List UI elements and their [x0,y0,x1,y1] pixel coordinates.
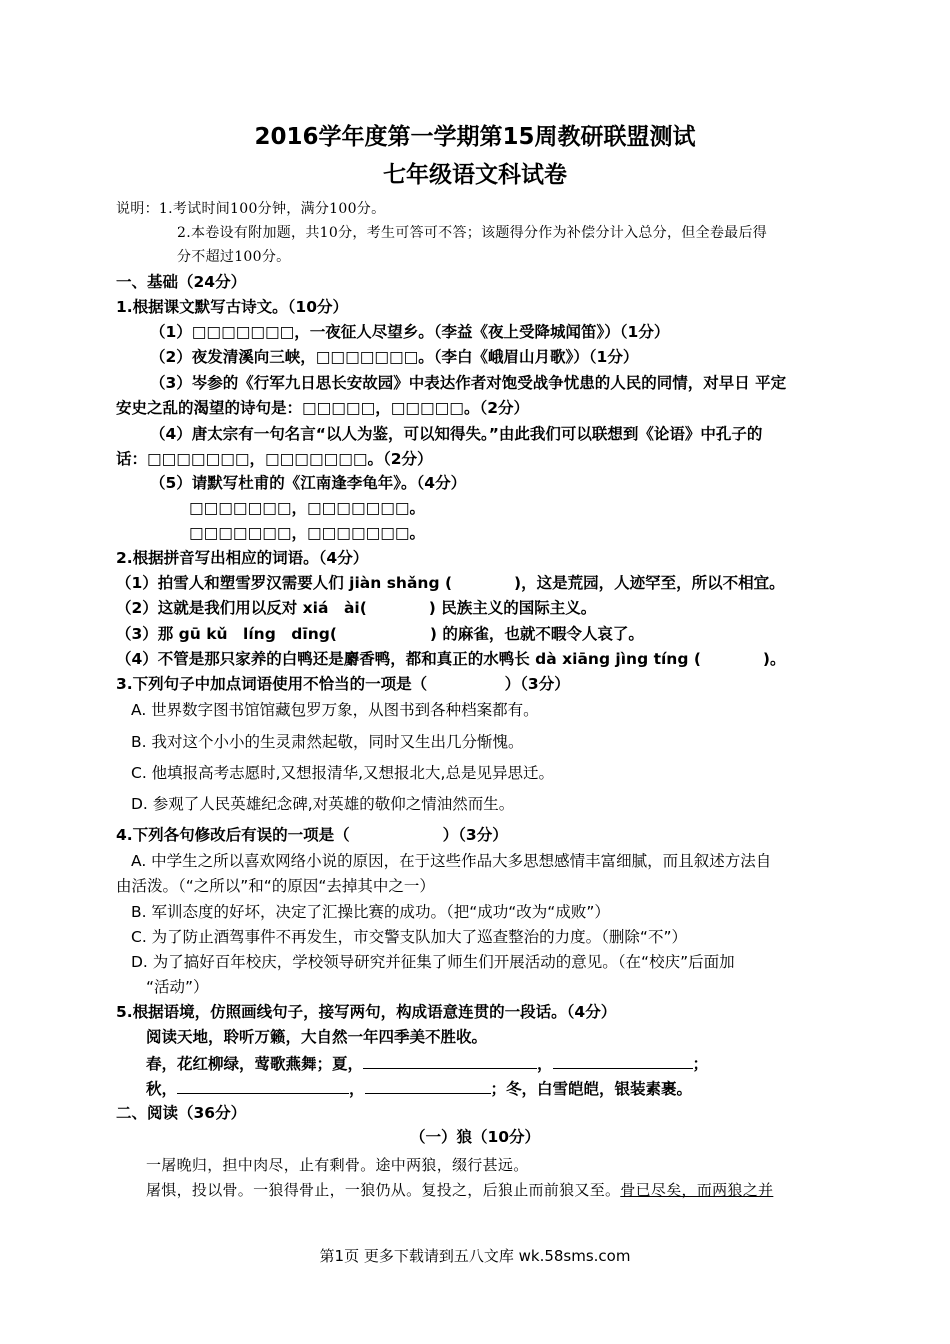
q1-item-2: （2）夜发清溪向三峡，□□□□□□□。（李白《峨眉山月歌》）（1分） [150,348,639,366]
q5-autumn-blank-1[interactable] [177,1079,349,1094]
q5-spring-text: 春，花红柳绿，莺歌燕舞；夏， [146,1055,364,1073]
passage-line-1: 一屠晚归，担中肉尽，止有剩骨。途中两狼，缀行甚远。 [146,1156,529,1174]
q3-option-a: A. 世界数字图书馆馆藏包罗万象，从图书到各种档案都有。 [131,701,539,719]
q5-context: 阅读天地，聆听万籁，大自然一年四季美不胜收。 [146,1028,488,1046]
q3-option-b: B. 我对这个小小的生灵肃然起敬，同时又生出几分惭愧。 [131,733,524,751]
q4-option-d-1: D. 为了搞好百年校庆，学校领导研究并征集了师生们开展活动的意见。（在“校庆”后面加 [131,953,735,971]
q5-summer-blank-2[interactable] [553,1054,693,1069]
notes-line-1: 说明：1.考试时间100分钟，满分100分。 [116,201,386,217]
q3-stem: 3.下列句子中加点词语使用不恰当的一项是（ ）（3分） [116,675,570,693]
q4-option-d-2: “活动”） [146,978,209,996]
q2-item-1: （1）拍雪人和塑雪罗汉需要人们 jiàn shǎng ( )，这是荒园，人迹罕至，所以不相宜。 [116,574,785,592]
notes-line-2: 2.本卷设有附加题，共10分，考生可答可不答；该题得分作为补偿分计入总分，但全卷最后得 [177,225,768,241]
q1-item-1: （1）□□□□□□□，一夜征人尽望乡。（李益《夜上受降城闻笛》）（1分） [150,323,670,341]
exam-title: 2016学年度第一学期第15周教研联盟测试 [254,124,696,150]
reading-1-title: （一）狼（10分） [409,1128,541,1146]
q3-option-d: D. 参观了人民英雄纪念碑,对英雄的敬仰之情油然而生。 [131,795,515,813]
q1-item-5-line-1: □□□□□□□，□□□□□□□。 [189,499,426,517]
q2-stem: 2.根据拼音写出相应的词语。（4分） [116,549,369,567]
q3-option-c: C. 他填报高考志愿时,又想报清华,又想报北大,总是见异思迁。 [131,764,554,782]
q5-separator-2: ， [349,1080,365,1098]
q1-item-4b: 话：□□□□□□□，□□□□□□□。（2分） [116,450,433,468]
exam-subtitle: 七年级语文科试卷 [383,162,567,188]
section-1-heading: 一、基础（24分） [116,273,247,291]
q5-separator: ， [537,1055,553,1073]
q5-autumn-blank-2[interactable] [365,1079,491,1094]
q1-item-5: （5）请默写杜甫的《江南逢李龟年》。（4分） [150,474,467,492]
section-2-heading: 二、阅读（36分） [116,1104,247,1122]
page-footer: 第1页 更多下载请到五八文库 wk.58sms.com [319,1247,631,1265]
passage-line-2 [146,1181,773,1199]
notes-line-3: 分不超过100分。 [177,249,291,265]
q5-line-autumn-winter [146,1079,692,1099]
q4-option-a-2: 由活泼。（“之所以”和“的原因“去掉其中之一） [116,877,435,895]
q4-option-c: C. 为了防止酒驾事件不再发生，市交警支队加大了巡查整治的力度。（删除“不”） [131,928,687,946]
q1-item-4a: （4）唐太宗有一句名言“以人为鉴，可以知得失。”由此我们可以联想到《论语》中孔子的 [150,425,763,443]
passage-text: 屠惧，投以骨。一狼得骨止，一狼仍从。复投之，后狼止而前狼又至。 [146,1181,621,1199]
q1-item-3b: 安史之乱的渴望的诗句是：□□□□□，□□□□□。（2分） [116,399,529,417]
q2-item-2: （2）这就是我们用以反对 xiá ài( ) 民族主义的国际主义。 [116,599,597,617]
q5-line-spring-summer [146,1054,708,1074]
passage-underlined-sentence: 骨已尽矣，而两狼之并 [620,1181,774,1199]
q4-stem: 4.下列各句修改后有误的一项是（ ）（3分） [116,826,508,844]
q5-autumn-text: 秋， [146,1080,178,1098]
q5-stem: 5.根据语境，仿照画线句子，接写两句，构成语意连贯的一段话。（4分） [116,1003,617,1021]
q4-option-b: B. 军训态度的好坏，决定了汇操比赛的成功。（把“成功“改为“成败”） [131,903,610,921]
q5-line-end: ； [692,1055,709,1073]
q1-item-3a: （3）岑参的《行军九日思长安故园》中表达作者对饱受战争忧患的人民的同情，对早日 平定 [150,374,787,392]
q5-summer-blank-1[interactable] [363,1054,537,1069]
q2-item-4: （4）不管是那只家养的白鸭还是麝香鸭，都和真正的水鸭长 dà xiāng jìng tíng ( )。 [116,650,786,668]
q4-option-a-1: A. 中学生之所以喜欢网络小说的原因，在于这些作品大多思想感情丰富细腻，而且叙述方法自 [131,852,772,870]
q2-item-3: （3）那 gū kǔ líng dīng( ) 的麻雀，也就不暇令人哀了。 [116,625,644,643]
q1-stem: 1.根据课文默写古诗文。（10分） [116,298,348,316]
q5-winter-text: ；冬，白雪皑皑，银装素裹。 [490,1080,693,1098]
q1-item-5-line-2: □□□□□□□，□□□□□□□。 [189,524,426,542]
